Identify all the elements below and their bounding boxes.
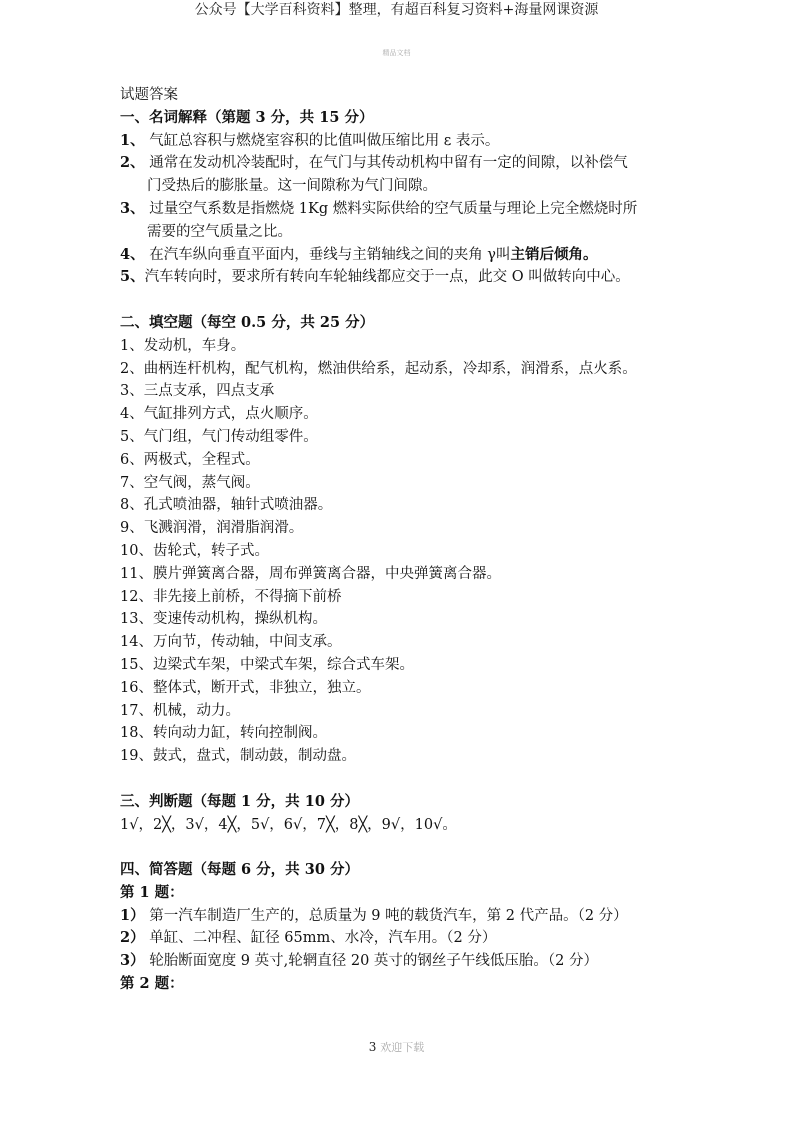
section2-heading: 二、填空题（每空 0.5 分，共 25 分） [120,313,375,331]
s1-item-text: 过量空气系数是指燃烧 1Kg 燃料实际供给的空气质量与理论上完全燃烧时所 [149,200,638,217]
s1-item-4 [120,244,730,267]
s1-item-5 [120,266,730,289]
spacer [120,289,730,312]
s2-item: 10、齿轮式，转子式。 [120,542,269,559]
s2-item: 12、非先接上前桥，不得摘下前桥 [120,588,342,605]
spacer [120,836,730,859]
s2-item: 14、万向节，传动轴，中间支承。 [120,634,342,651]
s1-item-text: 在汽车纵向垂直平面内，垂线与主销轴线之间的夹角 γ叫 [149,246,511,263]
s2-item: 18、转向动力缸，转向控制阀。 [120,725,327,742]
header-source-note: 公众号【大学百科资料】整理，有超百科复习资料+海量网课资源 [194,2,599,18]
s2-item: 3、三点支承，四点支承 [120,383,275,400]
s2-item: 2、曲柄连杆机构，配气机构，燃油供给系，起动系，冷却系，润滑系，点火系。 [120,360,637,377]
s1-item-text: 汽车转向时，要求所有转向车轮轴线都应交于一点，此交 O 叫做转向中心。 [144,269,630,286]
s1-item-3 [120,198,730,221]
s1-item-number: 1、 [120,131,145,149]
s2-item: 7、空气阀，蒸气阀。 [120,474,260,491]
s4-item-text: 轮胎断面宽度 9 英寸,轮辋直径 20 英寸的钢丝子午线低压胎。（2 分） [149,953,599,970]
s4-item-text: 第一汽车制造厂生产的，总质量为 9 吨的载货汽车，第 2 代产品。（2 分） [149,907,628,924]
s4-q1-item [120,950,730,973]
s2-item: 11、膜片弹簧离合器，周布弹簧离合器，中央弹簧离合器。 [120,565,501,582]
s2-item: 4、气缸排列方式，点火顺序。 [120,406,318,423]
s1-item-text: 气缸总容积与燃烧室容积的比值叫做压缩比用 ε 表示。 [149,132,500,149]
s2-item: 13、变速传动机构，操纵机构。 [120,611,327,628]
s1-item-number: 2、 [120,154,145,172]
s2-item: 6、两极式，全程式。 [120,451,260,468]
s1-item-3-cont: 需要的空气质量之比。 [147,223,292,240]
s1-item-text: 通常在发动机冷装配时，在气门与其传动机构中留有一定的间隙，以补偿气 [149,155,628,172]
s3-answers: 1√，2╳，3√，4╳，5√，6√，7╳，8╳，9√，10√。 [120,816,457,833]
s1-item-number: 5、 [120,268,145,286]
s4-item-number: 2） [120,929,145,947]
s2-item: 9、飞溅润滑，润滑脂润滑。 [120,520,304,537]
s4-item-number: 3） [120,952,145,970]
s2-item: 8、孔式喷油器，轴针式喷油器。 [120,497,333,514]
s2-item: 5、气门组，气门传动组零件。 [120,428,318,445]
s2-item: 16、整体式，断开式，非独立，独立。 [120,679,371,696]
s4-q1-item [120,905,730,928]
s4-item-number: 1） [120,906,145,924]
header-watermark: 精品文档 [382,49,411,57]
section4-heading: 四、简答题（每题 6 分，共 30 分） [120,861,359,879]
s1-item-number: 4、 [120,245,145,263]
s2-item: 15、边梁式车架，中梁式车架，综合式车架。 [120,656,414,673]
s4-q1-item [120,927,730,950]
section3-heading: 三、判断题（每题 1 分，共 10 分） [120,792,359,810]
document-title: 试题答案 [120,87,178,103]
page-number: 3 [368,1040,377,1054]
document-body [120,84,730,996]
s2-item: 19、鼓式，盘式，制动鼓，制动盘。 [120,748,356,765]
s2-item: 17、机械，动力。 [120,702,240,719]
section1-heading: 一、名词解释（第题 3 分，共 15 分） [120,108,374,126]
s4-item-text: 单缸、二冲程、缸径 65mm、水冷，汽车用。（2 分） [149,930,497,947]
s1-item-number: 3、 [120,199,145,217]
s4-q2-label: 第 2 题： [120,975,184,993]
page-footer [0,1039,793,1055]
s4-q1-label: 第 1 题： [120,883,184,901]
s1-item-1 [120,130,730,153]
spacer [120,768,730,791]
s1-item-2 [120,152,730,175]
s2-item: 1、发动机，车身。 [120,337,246,354]
s1-item-2-cont: 门受热后的膨胀量。这一间隙称为气门间隙。 [147,178,437,195]
s1-item-bold-tail: 主销后倾角。 [510,245,598,263]
footer-download-text: 欢迎下载 [380,1041,425,1054]
